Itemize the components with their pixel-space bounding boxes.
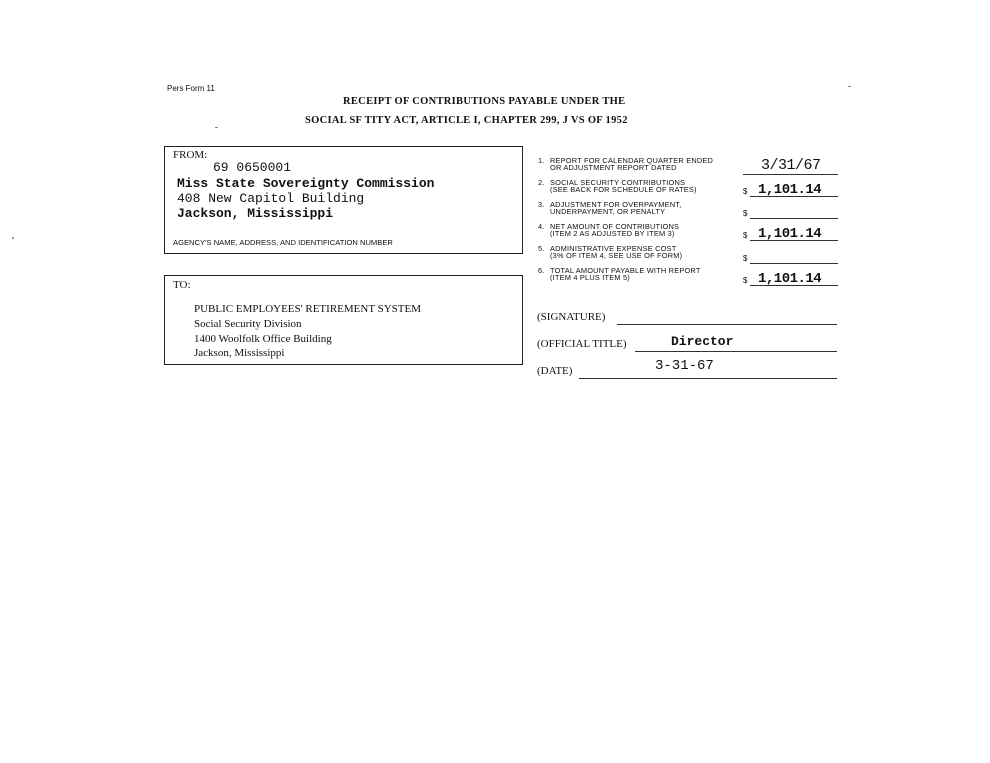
- to-line-4: Jackson, Mississippi: [194, 347, 285, 359]
- scan-speck: [215, 127, 218, 128]
- item-2-number: 2.: [538, 178, 545, 187]
- form-title-line-2: SOCIAL SF TITY ACT, ARTICLE I, CHAPTER 299, J VS OF 1952: [305, 115, 628, 126]
- item-3-dollar-sign: $: [743, 209, 748, 218]
- item-1-value: 3/31/67: [761, 157, 821, 174]
- item-4-label-b: (ITEM 2 AS ADJUSTED BY ITEM 3): [550, 229, 675, 238]
- date-value: 3-31-67: [655, 358, 714, 374]
- official-title-label: (OFFICIAL TITLE): [537, 338, 627, 350]
- signature-label: (SIGNATURE): [537, 311, 606, 323]
- item-4-dollar-sign: $: [743, 231, 748, 240]
- item-6-label-a: TOTAL AMOUNT PAYABLE WITH REPORT: [550, 266, 701, 275]
- item-4-number: 4.: [538, 222, 545, 231]
- item-5-dollar-sign: $: [743, 254, 748, 263]
- to-line-1: PUBLIC EMPLOYEES' RETIREMENT SYSTEM: [194, 303, 421, 315]
- agency-address-line-1: 408 New Capitol Building: [177, 191, 365, 206]
- item-2-label-a: SOCIAL SECURITY CONTRIBUTIONS: [550, 178, 686, 187]
- to-label: TO:: [173, 279, 191, 291]
- date-line: [579, 358, 837, 379]
- item-6: [538, 267, 838, 289]
- item-2-dollar-sign: $: [743, 187, 748, 196]
- from-caption: AGENCY'S NAME, ADDRESS, AND IDENTIFICATION NUMBER: [173, 238, 393, 247]
- agency-name: Miss State Sovereignty Commission: [177, 176, 435, 191]
- item-3-label-a: ADJUSTMENT FOR OVERPAYMENT,: [550, 200, 682, 209]
- official-title-line: [635, 334, 837, 352]
- signature-row: [537, 311, 837, 327]
- agency-id-number: 69 0650001: [213, 160, 292, 175]
- to-line-3: 1400 Woolfolk Office Building: [194, 333, 332, 345]
- official-title-row: [537, 334, 837, 354]
- item-3-label-b: UNDERPAYMENT, OR PENALTY: [550, 207, 666, 216]
- item-2: [538, 179, 838, 201]
- item-6-label-b: (ITEM 4 PLUS ITEM 5): [550, 273, 630, 282]
- from-box: [164, 146, 523, 254]
- form-code: Pers Form 11: [167, 84, 215, 93]
- item-6-value: 1,101.14: [758, 271, 822, 287]
- item-6-number: 6.: [538, 266, 545, 275]
- item-2-value: 1,101.14: [758, 182, 822, 198]
- to-line-2: Social Security Division: [194, 318, 302, 330]
- item-4-value: 1,101.14: [758, 226, 822, 242]
- item-3-number: 3.: [538, 200, 545, 209]
- item-6-field: [750, 271, 838, 286]
- agency-address-line-2: Jackson, Mississippi: [177, 206, 334, 221]
- item-6-dollar-sign: $: [743, 276, 748, 285]
- item-2-label-b: (SEE BACK FOR SCHEDULE OF RATES): [550, 185, 697, 194]
- item-3-field: [750, 204, 838, 219]
- scan-speck: [12, 237, 14, 239]
- item-1-label-a: REPORT FOR CALENDAR QUARTER ENDED: [550, 156, 714, 165]
- item-2-field: [750, 182, 838, 197]
- signature-line: [617, 311, 837, 325]
- date-row: [537, 358, 837, 381]
- item-1-field: [743, 157, 838, 175]
- item-4-field: [750, 226, 838, 241]
- item-5: [538, 245, 838, 267]
- official-title-value: Director: [671, 334, 734, 349]
- form-title-line-1: RECEIPT OF CONTRIBUTIONS PAYABLE UNDER THE: [343, 96, 626, 107]
- item-3: [538, 201, 838, 223]
- from-label: FROM:: [173, 149, 208, 161]
- date-label: (DATE): [537, 365, 573, 377]
- item-5-label-b: (3% OF ITEM 4, SEE USE OF FORM): [550, 251, 683, 260]
- item-4: [538, 223, 838, 245]
- item-1-number: 1.: [538, 156, 545, 165]
- item-5-label-a: ADMINISTRATIVE EXPENSE COST: [550, 244, 677, 253]
- item-5-field: [750, 249, 838, 264]
- scan-speck: [848, 86, 851, 87]
- item-5-number: 5.: [538, 244, 545, 253]
- to-box: [164, 275, 523, 365]
- item-4-label-a: NET AMOUNT OF CONTRIBUTIONS: [550, 222, 680, 231]
- item-1-label-b: OR ADJUSTMENT REPORT DATED: [550, 163, 677, 172]
